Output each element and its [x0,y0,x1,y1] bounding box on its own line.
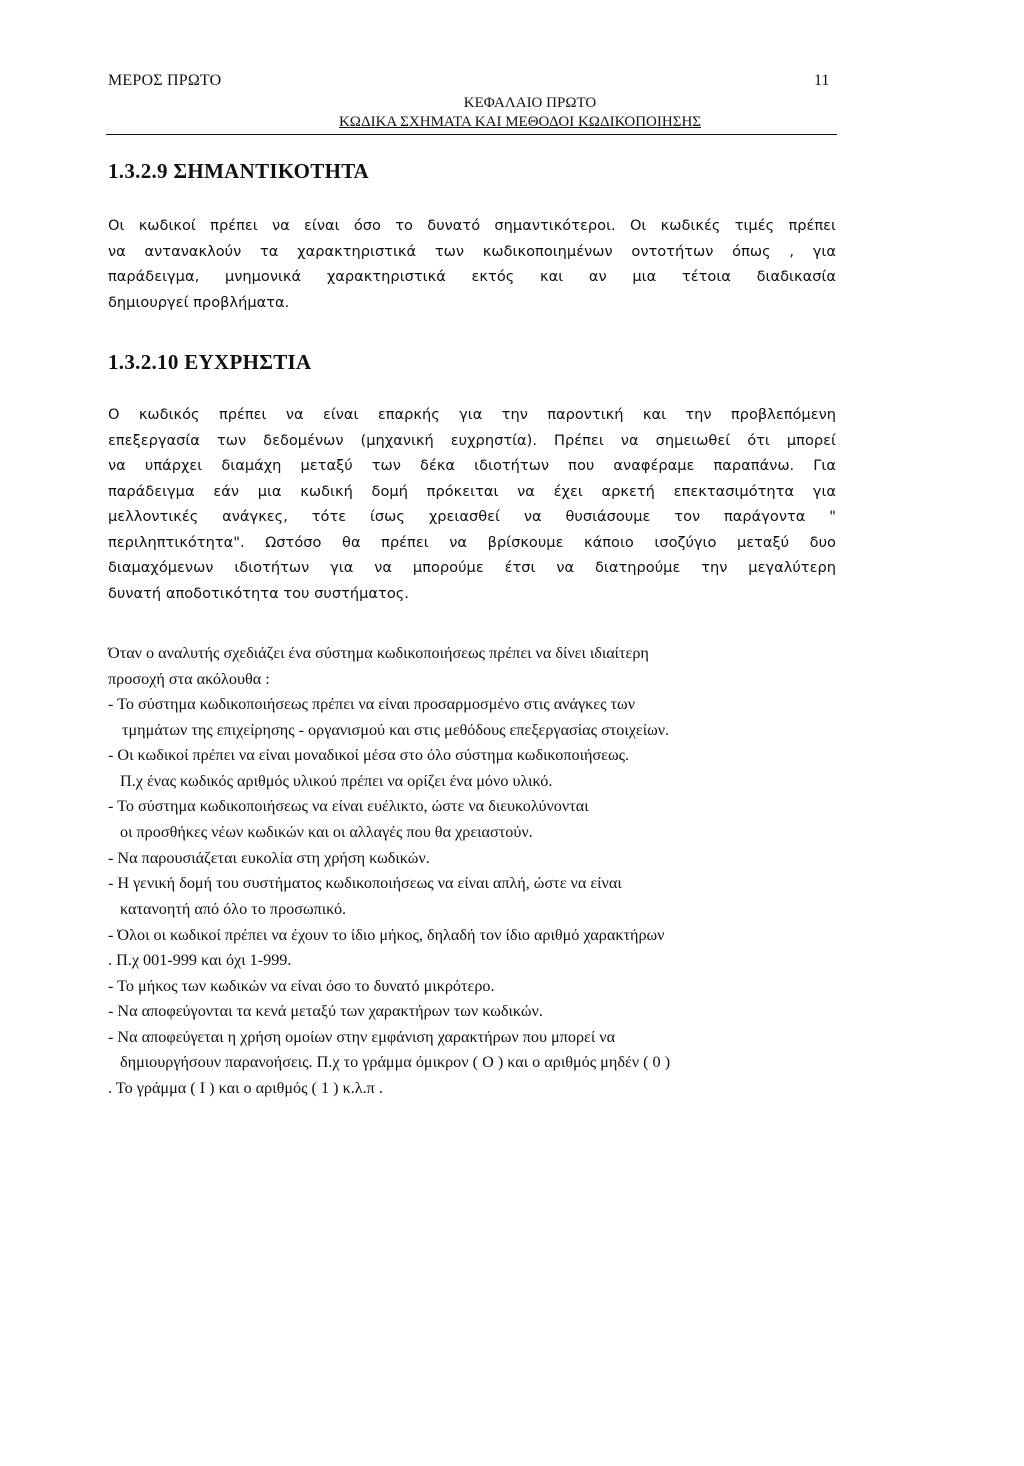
paragraph-line: παράδειγμα εάν μια κωδική δομή πρόκειται να έχει αρκετή επεκτασιμότητα για [108,482,836,500]
part-label: ΜΕΡΟΣ ΠΡΩΤΟ [108,72,222,89]
section-body-usability [108,402,836,606]
list-item: - Η γενική δομή του συστήματος κωδικοποιήσεως να είναι απλή, ώστε να είναι [108,874,622,892]
header-divider [106,134,837,135]
paragraph-line: μελλοντικές ανάγκες, τότε ίσως χρειασθεί να θυσιάσουμε τον παράγοντα " [108,508,836,525]
section-heading-significance: 1.3.2.9 ΣΗΜΑΝΤΙΚΟΤΗΤΑ [108,159,369,183]
paragraph-line: να αντανακλούν τα χαρακτηριστικά των κωδικοποιημένων οντοτήτων όπως , για [108,242,836,260]
paragraph-line: Ο κωδικός πρέπει να είναι επαρκής για την παροντική και την προβλεπόμενη [108,406,836,423]
paragraph-line: δυνατή αποδοτικότητα του συστήματος. [108,584,409,602]
paragraph-line: περιληπτικότητα". Ωστόσο θα πρέπει να βρίσκουμε κάποιο ισοζύγιο μεταξύ δυο [108,533,836,551]
section-heading-usability: 1.3.2.10 ΕΥΧΡΗΣΤΙΑ [108,350,312,374]
list-item-continuation: τμημάτων της επιχείρησης - οργανισμού και στις μεθόδους επεξεργασίας στοιχείων. [122,721,670,739]
list-item-continuation: κατανοητή από όλο το προσωπικό. [120,900,347,918]
chapter-title: ΚΩΔΙΚΑ ΣΧΗΜΑΤΑ ΚΑΙ ΜΕΘΟΔΟΙ ΚΩΔΙΚΟΠΟΙΗΣΗΣ [338,114,702,130]
intro-line: Όταν ο αναλυτής σχεδιάζει ένα σύστημα κωδικοποιήσεως πρέπει να δίνει ιδιαίτερη [108,644,649,662]
paragraph-line: Οι κωδικοί πρέπει να είναι όσο το δυνατό σημαντικότεροι. Οι κωδικές τιμές πρέπει [108,217,836,234]
paragraph-line: διαμαχόμενων ιδιοτήτων για να μπορούμε έτσι να διατηρούμε την μεγαλύτερη [108,559,836,576]
list-item: - Το σύστημα κωδικοποιήσεως πρέπει να είναι προσαρμοσμένο στις ανάγκες των [108,695,636,713]
chapter-label: ΚΕΦΑΛΑΙΟ ΠΡΩΤΟ [463,95,597,111]
intro-line: προσοχή στα ακόλουθα : [108,670,270,688]
page-number: 11 [814,72,830,89]
list-item-continuation: δημιουργήσουν παρανοήσεις. Π.χ το γράμμα όμικρον ( Ο ) και ο αριθμός μηδέν ( 0 ) [120,1053,671,1071]
list-item: - Να αποφεύγονται τα κενά μεταξύ των χαρακτήρων των κωδικών. [108,1002,543,1020]
list-item: - Το μήκος των κωδικών να είναι όσο το δυνατό μικρότερο. [108,977,495,995]
paragraph-line: παράδειγμα, μνημονικά χαρακτηριστικά εκτός και αν μια τέτοια διαδικασία [108,268,836,285]
list-item-continuation: . Το γράμμα ( Ι ) και ο αριθμός ( 1 ) κ.λ.π . [108,1079,383,1097]
list-item: - Οι κωδικοί πρέπει να είναι μοναδικοί μέσα στο όλο σύστημα κωδικοποιήσεως. [108,746,630,764]
paragraph-line: επεξεργασία των δεδομένων (μηχανική ευχρηστία). Πρέπει να σημειωθεί ότι μπορεί [108,431,836,449]
list-item: - Να παρουσιάζεται ευκολία στη χρήση κωδικών. [108,849,430,867]
list-item-continuation: . Π.χ 001-999 και όχι 1-999. [108,951,292,969]
list-item-continuation: Π.χ ένας κωδικός αριθμός υλικού πρέπει να ορίζει ένα μόνο υλικό. [120,772,553,790]
section-body-significance [108,213,836,315]
list-item-continuation: οι προσθήκες νέων κωδικών και οι αλλαγές που θα χρειαστούν. [120,823,533,841]
paragraph-line: να υπάρχει διαμάχη μεταξύ των δέκα ιδιοτήτων που αναφέραμε παραπάνω. Για [108,457,836,474]
list-item: - Το σύστημα κωδικοποιήσεως να είναι ευέλικτο, ώστε να διευκολύνονται [108,797,589,815]
paragraph-line: δημιουργεί προβλήματα. [108,293,290,311]
list-item: - Όλοι οι κωδικοί πρέπει να έχουν το ίδιο μήκος, δηλαδή τον ίδιο αριθμό χαρακτήρων [108,926,665,944]
list-item: - Να αποφεύγεται η χρήση ομοίων στην εμφάνιση χαρακτήρων που μπορεί να [108,1028,616,1046]
